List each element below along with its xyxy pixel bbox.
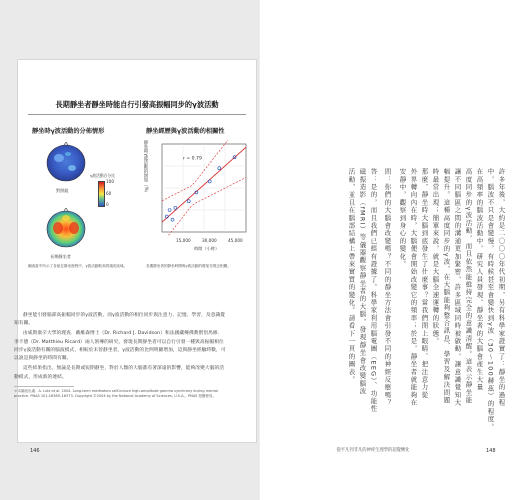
colorbar-title: γ波活動百分比	[90, 173, 116, 178]
x-tick-1: 15,000	[176, 238, 191, 243]
brain-map-control	[44, 142, 88, 184]
figure-title: 長期靜坐者靜坐時能自行引發高振幅同步的γ波活動	[55, 100, 219, 109]
r-value-label: r = 0.79	[183, 156, 202, 162]
running-head: 從平凡到非凡的神經生理學的超覺轉化	[336, 448, 410, 453]
control-group-label: 對照組	[56, 188, 69, 193]
text-column-12: 答：是的，而且我們已經有證據了。科學家利用腦電圖（EEG）、功能性	[369, 168, 378, 413]
x-tick-3: 45,000	[228, 238, 243, 243]
chart-x-label: 時間（小時）	[194, 246, 220, 251]
colorbar	[98, 181, 105, 207]
text-column-3: 在高頻率的腦波活動中，研究人員發現，靜坐者的大腦會產生大量	[475, 168, 484, 392]
right-panel-caption: 長期靜坐者的靜坐時間與γ波活動的增加呈現正相關。	[146, 264, 231, 268]
meditators-group-label: 長期靜坐者	[50, 254, 71, 259]
text-column-9: 外界轉向內在時，大腦便會開始改變它的頻率；於是，靜坐者就能夠在	[409, 168, 418, 407]
paragraph-3: 這些結果指出，無論是長期或短期靜坐，對於人類的大腦都有著深遠的影響，能夠改變大腦的活動模式，形成新的連結。	[14, 366, 225, 380]
text-column-7: 時最常出現；簡單來說，就是大腦全速運轉的狀態。	[431, 168, 440, 346]
text-column-8: 那麼，靜坐時大腦到底發生了什麼事？當我們閉上眼睛、把注意力從	[420, 168, 429, 399]
left-panel-subtitle: 靜坐時γ波活動的分佈情形	[32, 128, 105, 135]
text-column-5: 讓不同腦區之間的溝通更加緊密，許多區域同時被啟動，讓意識覺知大	[453, 168, 462, 407]
x-tick-2: 30,000	[202, 238, 217, 243]
text-column-13: 磁振造影（fMRI）等儀器觀察靜坐者的大腦，發現靜坐會改變腦波	[358, 168, 367, 396]
right-panel-subtitle: 靜坐經歷與γ波活動的相關性	[146, 128, 225, 135]
left-page-sheet	[14, 60, 256, 442]
colorbar-tick-mid: 60	[106, 191, 112, 196]
paragraph-2: 由威斯康辛大學的理查．戴維森博士（Dr. Richard J. Davidson）和法國藏傳佛教僧侶馬修．李卡德（Dr. Matthieu Ricard）兩人領導的研究，發現長期靜坐者可以自行引發一種與高振幅相位同步γ波活動有關的腦波模式，相較於未曾靜坐者，γ波活動的比例明顯增加，這與靜坐經驗時數，可以說是與靜坐的時間有關。	[14, 331, 226, 362]
figure-title-rule	[28, 114, 246, 115]
page-number-left: 146	[30, 448, 40, 454]
text-column-11: 問：你們的大腦會改變嗎？不同的靜坐方法會引發不同的神經反應嗎？	[383, 168, 392, 407]
footnote: ＊本圖表出處：A. Lutz et al. 2004. Long-term meditators self-induce high-amplitude gamma synchrony during mental practice. PNAS 101:16369–16373. Copyright ©2004 by the National Academy of Sciences, U.S.A.，PNAS 授權使用。	[14, 389, 218, 399]
right-page	[260, 0, 520, 500]
text-column-6: 幅提升。這種高度同步的γ波，在大腦能夠整合訊息、學習及解決問題	[442, 168, 451, 405]
text-column-10: 安靜中，觀察到身心的變化。	[398, 168, 407, 269]
text-column-2: 中，腦波不只是會變慢，有時候甚至會變快到γ波（30～100赫茲）的程度。	[486, 168, 495, 431]
footnote-rule	[14, 386, 74, 387]
text-column-1: 許多年後，大約是二〇〇〇年代初期，另有科學家證實了：靜坐的過程	[497, 168, 506, 407]
colorbar-tick-bottom: 0	[106, 202, 109, 207]
page-number-right: 148	[486, 448, 496, 454]
text-column-4: 高度同步的γ波活動，而且依然能維持完全的意識清醒。這表示靜坐能	[464, 168, 473, 405]
text-column-14: 活動，並且在腦部結構上帶來實質的變化。請看下一頁的圖表。	[347, 168, 356, 384]
left-panel-caption: 圖表當中所示了各組在靜坐進程中，γ波活動較高的頭皮區域。	[28, 264, 128, 268]
scatter-chart	[158, 140, 250, 236]
chart-y-label: 靜坐時γ波活動的增加（%）	[143, 140, 148, 196]
paragraph-1: 靜坐能引發腦部高振幅同步的γ波活動，而γ波活動的相位同步與注意力、記憶、學習，及意識覺知有關。	[14, 313, 226, 327]
colorbar-tick-top: 100	[106, 179, 114, 184]
body-text	[14, 312, 226, 384]
brain-map-meditators	[44, 208, 88, 250]
